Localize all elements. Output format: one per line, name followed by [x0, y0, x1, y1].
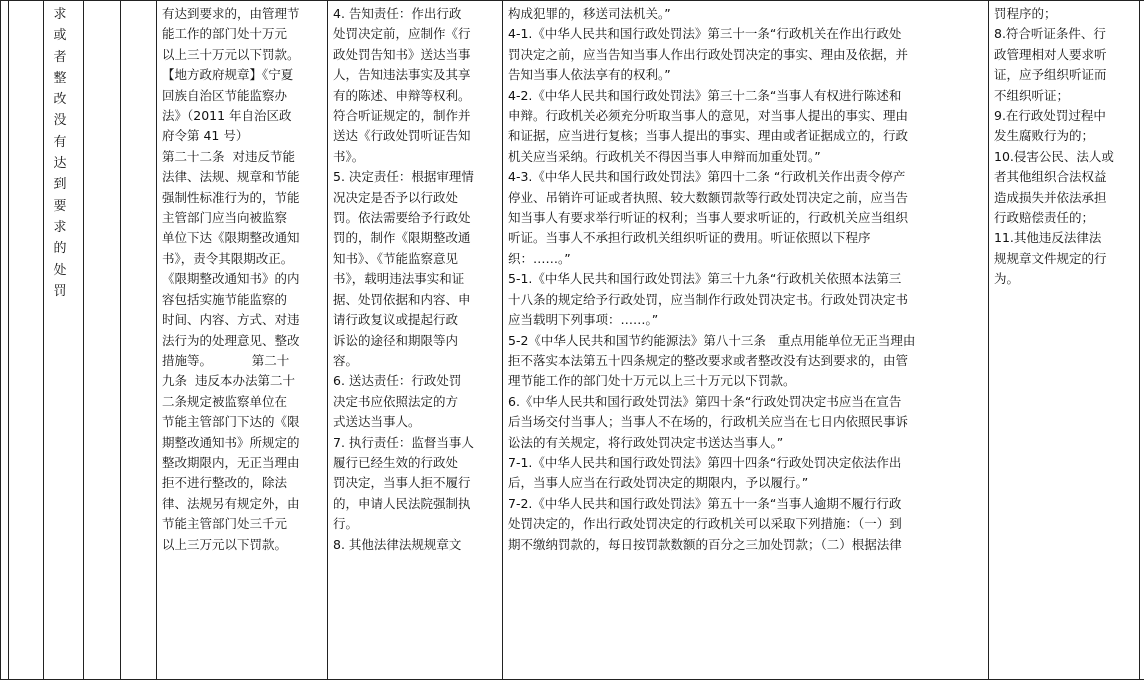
text-line: 10.侵害公民、法人或	[994, 148, 1114, 164]
text-line: 式送达当事人。	[333, 414, 421, 430]
column-border	[120, 0, 121, 680]
text-line: 期不缴纳罚款的，每日按罚款数额的百分之三加处罚款；（二）根据法律	[508, 536, 902, 552]
legal-basis-cell	[162, 4, 326, 555]
text-line: 政管理相对人要求听	[994, 46, 1107, 62]
text-line: 能工作的部门处十万元	[162, 26, 288, 42]
column-border	[988, 0, 989, 680]
text-line: 处罚决定前，应制作《行	[333, 26, 471, 42]
column-border	[502, 0, 503, 680]
text-line: 应当载明下列事项：……。”	[508, 312, 659, 328]
text-line: 行政赔偿责任的；	[994, 210, 1095, 226]
text-line: 容包括实施节能监察的	[162, 291, 288, 307]
text-line: 罚决定，当事人拒不履行	[333, 475, 471, 491]
item-name-char: 要	[53, 198, 67, 214]
text-line: 节能主管部门下达的《限	[162, 414, 300, 430]
item-name-char: 达	[53, 156, 67, 172]
item-name-char: 到	[53, 177, 67, 193]
text-line: 4-2.《中华人民共和国行政处罚法》第三十二条“当事人有权进行陈述和	[508, 87, 902, 103]
text-line: 申辩。行政机关必须充分听取当事人的意见，对当事人提出的事实、理由	[508, 108, 909, 124]
text-line: 证，应予组织听证而	[994, 67, 1107, 83]
text-line: 6.《中华人民共和国行政处罚法》第四十条“行政处罚决定书应当在宣告	[508, 393, 902, 409]
text-line: 以上三万元以下罚款。	[162, 536, 288, 552]
text-line: 7-2.《中华人民共和国行政处罚法》第五十一条“当事人逾期不履行行政	[508, 495, 902, 511]
text-line: 4-3.《中华人民共和国行政处罚法》第四十二条 “行政机关作出责令停产	[508, 169, 906, 185]
text-line: 8. 其他法律法规规章文	[333, 536, 462, 552]
text-line: 4. 告知责任：作出行政	[333, 6, 462, 21]
text-line: 书》。	[333, 148, 365, 164]
text-line: 符合听证规定的，制作并	[333, 108, 471, 124]
text-line: 九条 违反本办法第二十	[162, 373, 295, 389]
text-line: 十八条的规定给予行政处罚，应当制作行政处罚决定书。行政处罚决定书	[508, 291, 909, 307]
text-line: 后，当事人应当在行政处罚决定的期限内，予以履行。”	[508, 475, 809, 491]
text-line: 者其他组织合法权益	[994, 169, 1107, 185]
text-line: 拒不进行整改的，除法	[162, 475, 288, 491]
text-line: 拒不落实本法第五十四条规定的整改要求或者整改没有达到要求的，由管	[508, 352, 909, 368]
column-border	[156, 0, 157, 680]
text-line: 告知当事人依法享有的权利。”	[508, 67, 671, 83]
text-line: 行。	[333, 516, 359, 532]
item-name-char: 或	[53, 28, 67, 44]
text-line: 处罚决定的，作出行政处罚决定的行政机关可以采取下列措施：（一）到	[508, 516, 902, 532]
text-line: 况决定是否予以行政处	[333, 189, 459, 205]
text-line: 7. 执行责任：监督当事人	[333, 434, 474, 450]
text-line: 整改期限内，无正当理由	[162, 454, 300, 470]
text-line: 二条规定被监察单位在	[162, 393, 288, 409]
text-line: 听证。当事人不承担行政机关组织听证的费用。听证依照以下程序	[508, 230, 871, 246]
text-line: 造成损失并依法承担	[994, 189, 1107, 205]
text-line: 机关应当采纳。行政机关不得因当事人申辩而加重处罚。”	[508, 148, 821, 164]
column-border	[327, 0, 328, 680]
text-line: 理节能工作的部门处十万元以上三十万元以下罚款。	[508, 373, 796, 389]
item-name-char: 求	[53, 7, 67, 22]
text-line: 回族自治区节能监察办	[162, 87, 288, 103]
accountability-cell	[994, 4, 1138, 290]
text-line: 送达《行政处罚听证告知	[333, 128, 471, 144]
text-line: 履行已经生效的行政处	[333, 454, 459, 470]
text-line: 罚程序的；	[994, 6, 1057, 21]
item-name-vertical	[45, 4, 75, 302]
text-line: 发生腐败行为的；	[994, 128, 1095, 144]
text-line: 有达到要求的，由管理节	[162, 6, 300, 21]
text-line: 罚。依法需要给予行政处	[333, 210, 471, 226]
item-name-char: 有	[53, 134, 67, 150]
text-line: 书》，载明违法事实和证	[333, 271, 465, 287]
text-line: 织：……。”	[508, 250, 571, 266]
text-line: 以上三十万元以下罚款。	[162, 46, 300, 62]
text-line: 停业、吊销许可证或者执照、较大数额罚款等行政处罚决定之前，应当告	[508, 189, 909, 205]
column-border	[83, 0, 84, 680]
text-line: 人，告知违法事实及其享	[333, 67, 471, 83]
responsibility-cell	[333, 4, 501, 555]
item-name-char: 者	[53, 49, 67, 65]
item-name-char: 罚	[53, 283, 67, 299]
text-line: 政处罚告知书》送达当事	[333, 46, 471, 62]
text-line: 4-1.《中华人民共和国行政处罚法》第三十一条“行政机关在作出行政处	[508, 26, 902, 42]
text-line: 和证据，应当进行复核；当事人提出的事实、理由或者证据成立的，行政	[508, 128, 909, 144]
text-line: 第二十二条 对违反节能	[162, 148, 295, 164]
text-line: 8.符合听证条件、行	[994, 26, 1106, 42]
text-line: 不组织听证；	[994, 87, 1070, 103]
text-line: 5-1.《中华人民共和国行政处罚法》第三十九条“行政机关依照本法第三	[508, 271, 902, 287]
item-name-char: 整	[53, 70, 67, 86]
column-border	[8, 0, 9, 680]
column-border	[0, 0, 1, 680]
column-border	[1139, 0, 1140, 680]
text-line: 措施等。 第二十	[162, 352, 290, 368]
item-name-char: 处	[53, 262, 67, 278]
legal-reference-cell	[508, 4, 987, 555]
text-line: 11.其他违反法律法	[994, 230, 1102, 246]
text-line: 决定书应依照法定的方	[333, 393, 459, 409]
text-line: 知当事人有要求举行听证的权利；当事人要求听证的，行政机关应当组织	[508, 210, 909, 226]
text-line: 时间、内容、方式、对违	[162, 312, 300, 328]
item-name-char: 没	[53, 113, 67, 129]
item-name-char: 改	[53, 92, 67, 108]
text-line: 罚的，制作《限期整改通	[333, 230, 471, 246]
text-line: 法》（2011 年自治区政	[162, 108, 292, 124]
text-line: 为。	[994, 271, 1020, 287]
text-line: 强制性标准行为的，节能	[162, 189, 300, 205]
text-line: 法律、法规、规章和节能	[162, 169, 300, 185]
item-name-char: 求	[53, 219, 67, 235]
text-line: 《限期整改通知书》的内	[162, 271, 300, 287]
text-line: 节能主管部门处三千元	[162, 516, 288, 532]
text-line: 书》，责令其限期改正。	[162, 250, 294, 266]
text-line: 后当场交付当事人；当事人不在场的，行政机关应当在七日内依照民事诉	[508, 414, 909, 430]
text-line: 律、法规另有规定外，由	[162, 495, 300, 511]
text-line: 5-2《中华人民共和国节约能源法》第八十三条 重点用能单位无正当理由	[508, 332, 916, 348]
text-line: 【地方政府规章】《宁夏	[162, 67, 294, 83]
text-line: 7-1.《中华人民共和国行政处罚法》第四十四条“行政处罚决定依法作出	[508, 454, 902, 470]
text-line: 期整改通知书》所规定的	[162, 434, 300, 450]
text-line: 知书》、《节能监察意见	[333, 250, 459, 266]
text-line: 主管部门应当向被监察	[162, 210, 288, 226]
text-line: 请行政复议或提起行政	[333, 312, 459, 328]
text-line: 法行为的处理意见、整改	[162, 332, 300, 348]
column-border	[43, 0, 44, 680]
text-line: 单位下达《限期整改通知	[162, 230, 300, 246]
text-line: 9.在行政处罚过程中	[994, 108, 1106, 124]
text-line: 容。	[333, 352, 359, 368]
text-line: 5. 决定责任：根据审理情	[333, 169, 474, 185]
text-line: 规规章文件规定的行	[994, 250, 1107, 266]
text-line: 罚决定之前，应当告知当事人作出行政处罚决定的事实、理由及依据，并	[508, 46, 909, 62]
text-line: 6. 送达责任：行政处罚	[333, 373, 462, 389]
text-line: 府令第 41 号）	[162, 128, 249, 144]
text-line: 讼法的有关规定，将行政处罚决定书送达当事人。”	[508, 434, 784, 450]
item-name-char: 的	[53, 241, 67, 257]
text-line: 据、处罚依据和内容、申	[333, 291, 471, 307]
text-line: 有的陈述、申辩等权利。	[333, 87, 471, 103]
text-line: 诉讼的途径和期限等内	[333, 332, 459, 348]
text-line: 构成犯罪的，移送司法机关。”	[508, 6, 671, 21]
text-line: 的，申请人民法院强制执	[333, 495, 471, 511]
table-top-border	[0, 0, 1144, 1]
